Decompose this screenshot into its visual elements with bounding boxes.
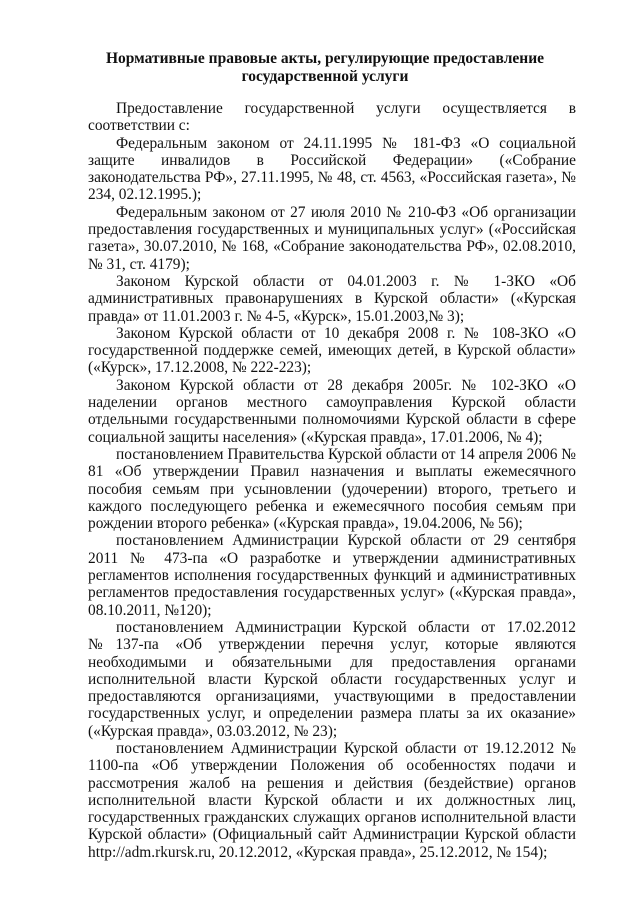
legal-act-paragraph: Законом Курской области от 28 декабря 2005г. № 102-ЗКО «О наделении органов местного самоуправления Курской области отдельными государственными полномочиями Курской области в сфере социальной защиты населения» («Курская правда», 17.01.2006, № 4);	[88, 376, 576, 446]
legal-act-paragraph: постановлением Администрации Курской области от 17.02.2012 №137-па «Об утверждении перечня услуг, которые являются необходимыми и обязательными для предоставления органами исполнительной власти Курской области государственных услуг и предоставляются организациями, участвующими в предоставлении государственных услуг, и определении размера платы за их оказание» («Курская правда», 03.03.2012, № 23);	[88, 618, 576, 740]
legal-act-paragraph: Законом Курской области от 10 декабря 2008 г. № 108-ЗКО «О государственной поддержке семей, имеющих детей, в Курской области» («Курск», 17.12.2008, № 222-223);	[88, 324, 576, 377]
legal-act-paragraph: постановлением Правительства Курской области от 14 апреля 2006 № 81 «Об утверждении Правил назначения и выплаты ежемесячного пособия семьям при усыновлении (удочерении) второго, третьего и каждого последующего ребенка и ежемесячного пособия семьям при рождении второго ребенка» («Курская правда», 19.04.2006, № 56);	[88, 445, 576, 533]
document-title	[80, 50, 570, 86]
legal-act-paragraph: Федеральным законом от 24.11.1995 № 181-ФЗ «О социальной защите инвалидов в Российской Федерации» («Собрание законодательства РФ», 27.11.1995, № 48, ст. 4563, «Российская газета», № 234, 02.12.1995.);	[88, 134, 576, 204]
title-line-2: государственной услуги	[241, 68, 409, 85]
intro-paragraph: Предоставление государственной услуги осуществляется в соответствии с:	[88, 100, 576, 135]
legal-act-paragraph: постановлением Администрации Курской области от 19.12.2012 № 1100-па «Об утверждении Положения об особенностях подачи и рассмотрения жалоб на решения и действия (бездействие) органов исполнительной власти Курской области и их должностных лиц, государственных гражданских служащих органов исполнительной власти Курской области» (Официальный сайт Администрации Курской области http://adm.rkursk.ru, 20.12.2012, «Курская правда», 25.12.2012, № 154);	[88, 739, 576, 861]
legal-act-paragraph: Федеральным законом от 27 июля 2010 № 210-ФЗ «Об организации предоставления государственных и муниципальных услуг» («Российская газета», 30.07.2010, № 168, «Собрание законодательства РФ», 02.08.2010, № 31, ст. 4179);	[88, 203, 576, 273]
document-body	[88, 100, 576, 861]
legal-act-paragraph: Законом Курской области от 04.01.2003 г. № 1-ЗКО «Об административных правонарушениях в Курской области» («Курская правда» от 11.01.2003 г. № 4-5, «Курск», 15.01.2003,№ 3);	[88, 272, 576, 325]
title-line-1: Нормативные правовые акты, регулирующие предоставление	[105, 50, 545, 67]
legal-act-paragraph: постановлением Администрации Курской области от 29 сентября 2011 № 473-па «О разработке и утверждении административных регламентов исполнения государственных функций и административных регламентов предоставления государственных услуг» («Курская правда», 08.10.2011, №120);	[88, 532, 576, 619]
